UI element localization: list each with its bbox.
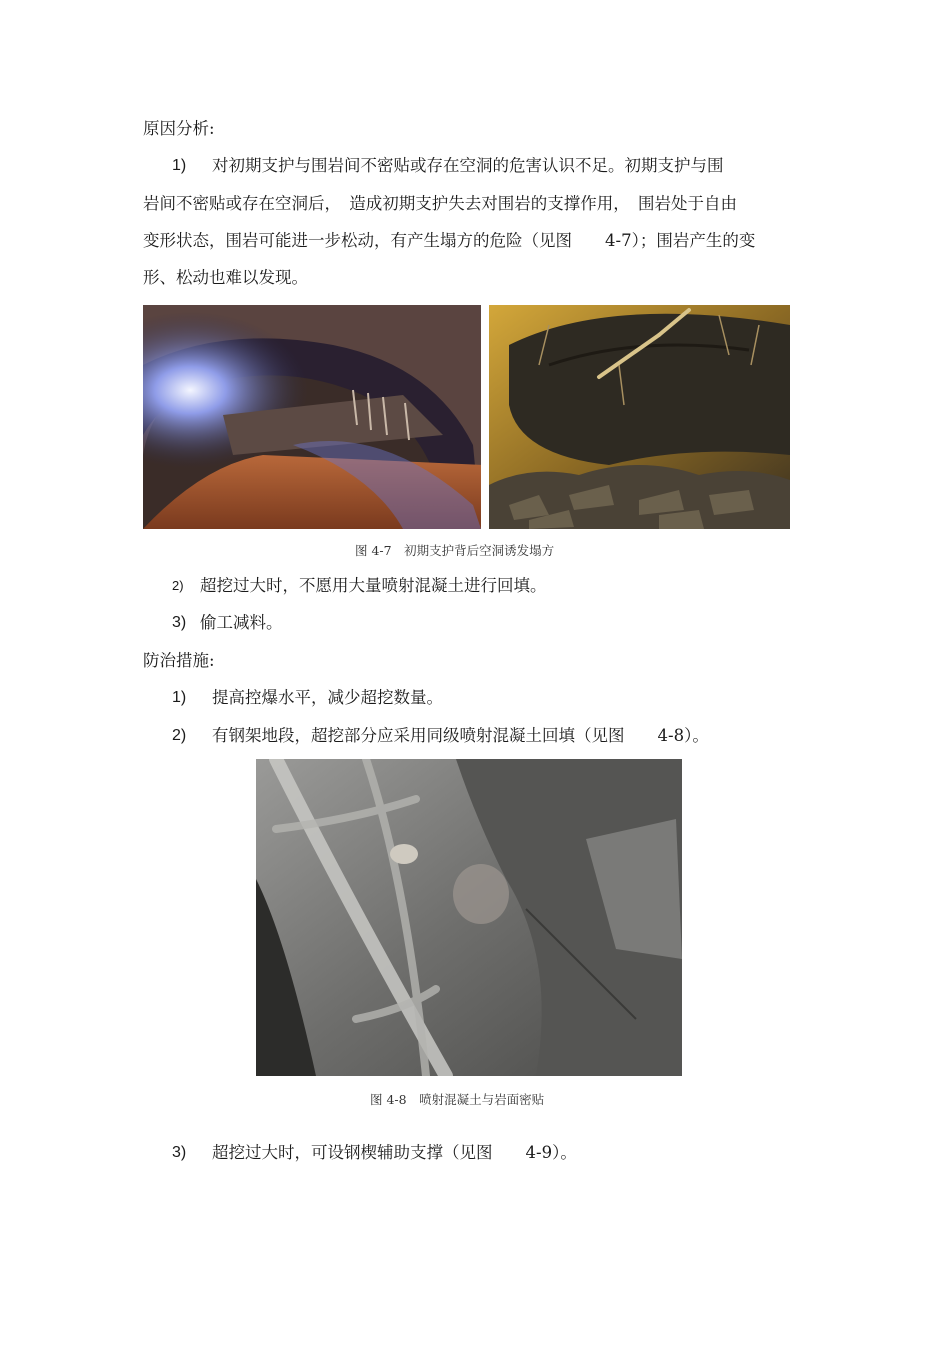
measure-3-number: 3) — [172, 1144, 187, 1161]
cause-1-line-3: 变形状态，围岩可能进一步松动，有产生塌方的危险（见图 4-7）；围岩产生的变 — [143, 231, 756, 250]
cause-2-text: 超挖过大时，不愿用大量喷射混凝土进行回填。 — [200, 576, 547, 595]
measure-2-text: 有钢架地段，超挖部分应采用同级喷射混凝土回填（见图 4-8）。 — [212, 726, 709, 745]
measure-1-text: 提高控爆水平，减少超挖数量。 — [212, 688, 443, 707]
measure-2-number: 2) — [172, 727, 187, 744]
cause-2-number: 2) — [172, 578, 184, 593]
figure-4-7-caption: 图 4-7 初期支护背后空洞诱发塌方 — [355, 543, 555, 558]
cause-1-line-1: 对初期支护与围岩间不密贴或存在空洞的危害认识不足。初期支护与围 — [212, 156, 724, 175]
figure-4-8-caption: 图 4-8 喷射混凝土与岩面密贴 — [370, 1092, 545, 1107]
measure-1-number: 1) — [172, 689, 187, 706]
cause-3-number: 3) — [172, 614, 187, 631]
heading-cause-analysis: 原因分析: — [143, 119, 215, 138]
heading-prevention-measures: 防治措施: — [143, 651, 215, 670]
cause-1-number: 1) — [172, 157, 187, 174]
figure-4-7-left-photo — [143, 305, 481, 529]
cause-1-line-4: 形、松动也难以发现。 — [143, 268, 308, 287]
figure-4-8-photo — [256, 759, 682, 1076]
figure-4-7-right-photo — [489, 305, 790, 529]
cause-1-line-2: 岩间不密贴或存在空洞后， 造成初期支护失去对围岩的支撑作用， 围岩处于自由 — [143, 194, 737, 213]
cause-3-text: 偷工减料。 — [200, 613, 283, 632]
measure-3-text: 超挖过大时，可设钢楔辅助支撑（见图 4-9）。 — [212, 1143, 577, 1162]
